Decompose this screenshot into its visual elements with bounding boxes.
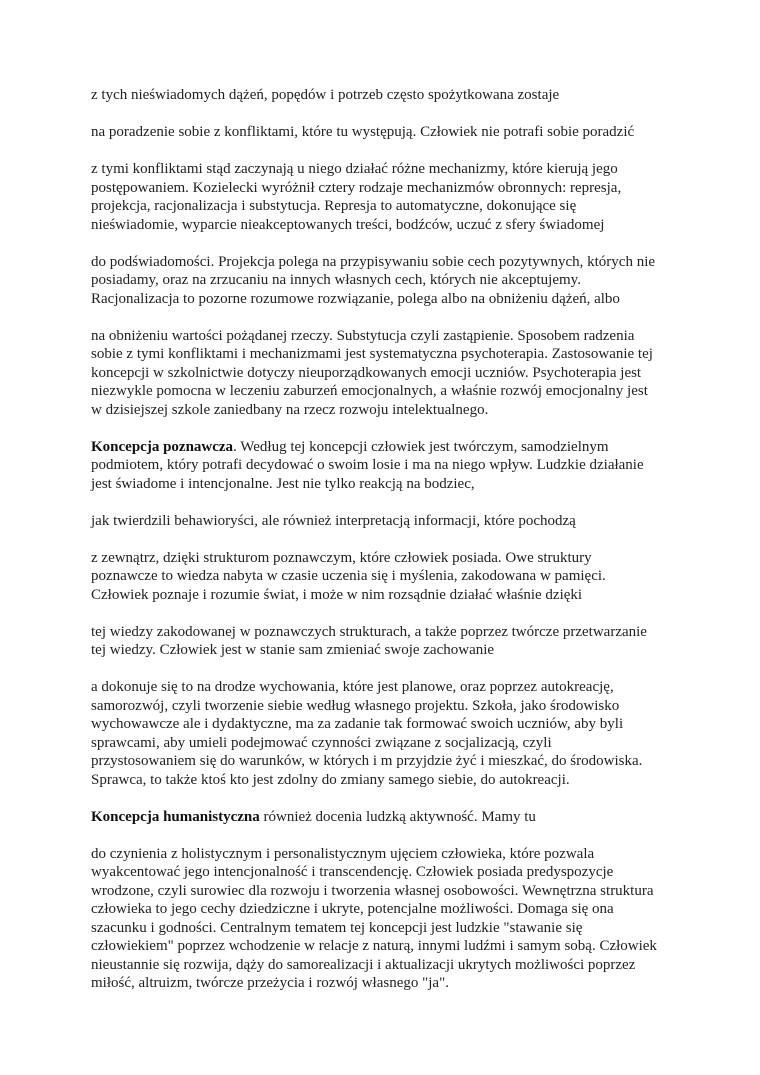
paragraph-text: z tych nieświadomych dążeń, popędów i potrzeb często spożytkowana zostaje — [91, 87, 560, 103]
paragraph-text: do podświadomości. Projekcja polega na przypisywaniu sobie cech pozytywnych, których nie posiadamy, oraz na zrzucaniu na innych własnych cech, których nie akceptujemy. Racjonalizacja to pozorne rozumowe rozwiązanie, polega albo na obniżeniu dążeń, albo — [91, 253, 656, 307]
paragraph-cognitive-concept — [91, 438, 691, 494]
paragraph-text: na poradzenie sobie z konfliktami, które tu występują. Człowiek nie potrafi sobie poradzić — [91, 124, 635, 140]
paragraph-text: na obniżeniu wartości pożądanej rzeczy. Substytucja czyli zastąpienie. Sposobem radzenia sobie z tymi konfliktami i mechanizmami jest systematyczna psychoterapia. Zastosowanie tej koncepcji w szkolnictwie dotyczy nieuporządkowanych emocji uczniów. Psychoterapia jest niezwykle pomocna w leczeniu zaburzeń emocjonalnych, a właśnie rozwój emocjonalny jest w dzisiejszej szkole zaniedbany na rzecz rozwoju intelektualnego. — [91, 327, 653, 418]
paragraph-8 — [91, 549, 691, 605]
paragraph-humanistic-concept — [91, 808, 691, 827]
section-heading-cognitive: Koncepcja poznawcza — [91, 438, 234, 455]
paragraph-10 — [91, 678, 691, 789]
paragraph-9 — [91, 623, 691, 660]
paragraph-2 — [91, 123, 691, 142]
paragraph-5 — [91, 327, 691, 420]
paragraph-text: z zewnątrz, dzięki strukturom poznawczym, które człowiek posiada. Owe struktury poznawcze to wiedza nabyta w czasie uczenia się i myślenia, zakodowana w pamięci. Człowiek poznaje i rozumie świat, i może w nim rozsądnie działać właśnie dzięki — [91, 549, 606, 603]
paragraph-text: jak twierdzili behawioryści, ale również interpretacją informacji, które pochodzą — [91, 512, 576, 529]
paragraph-12 — [91, 845, 691, 993]
paragraph-7 — [91, 512, 691, 531]
document-page — [91, 86, 691, 1011]
paragraph-text: . Według tej koncepcji człowiek jest twórczym, samodzielnym podmiotem, który potrafi decydować o swoim losie i ma na niego wpływ. Ludzkie działanie jest świadome i intencjonalne. Jest nie tylko reakcją na bodziec, — [91, 438, 644, 492]
paragraph-text: z tymi konfliktami stąd zaczynają u niego działać różne mechanizmy, które kierują jego postępowaniem. Kozielecki wyróżnił cztery rodzaje mechanizmów obronnych: represja, projekcja, racjonalizacja i substytucja. Represja to automatyczne, dokonujące się nieświadomie, wyparcie nieakceptowanych treści, bodźców, uczuć z sfery świadomej — [91, 161, 622, 233]
paragraph-text: a dokonuje się to na drodze wychowania, które jest planowe, oraz poprzez autokreację, samorozwój, czyli tworzenie siebie według własnego projektu. Szkoła, jako środowisko wychowawcze ale i dydaktyczne, ma za zadanie tak formować swoich uczniów, aby byli sprawcami, aby umieli podejmować czynności związane z socjalizacją, czyli przystosowaniem się do warunków, w których i m przyjdzie żyć i mieszkać, do środowiska. Sprawca, to także ktoś kto jest zdolny do zmiany samego siebie, do autokreacji. — [91, 679, 643, 788]
paragraph-4 — [91, 253, 691, 309]
section-heading-humanistic: Koncepcja humanistyczna — [91, 808, 260, 825]
paragraph-3 — [91, 160, 691, 234]
paragraph-text: do czynienia z holistycznym i personalistycznym ujęciem człowieka, które pozwala wyakcentować jego intencjonalność i transcendencję. Człowiek posiada predyspozycje wrodzone, czyli surowiec dla rozwoju i tworzenia własnej osobowości. Wewnętrzna struktura człowieka to jego cechy dziedziczne i ukryte, potencjalne możliwości. Domaga się ona szacunku i godności. Centralnym tematem tej koncepcji jest ludzkie "stawanie się człowiekiem" poprzez wchodzenie w relacje z naturą, innymi ludźmi i samym sobą. Człowiek nieustannie się rozwija, dąży do samorealizacji i aktualizacji ukrytych możliwości poprzez miłość, altruizm, twórcze przeżycia i rozwój własnego "ja". — [91, 845, 657, 991]
paragraph-text: również docenia ludzką aktywność. Mamy tu — [259, 808, 536, 825]
paragraph-1 — [91, 86, 691, 105]
paragraph-text: tej wiedzy zakodowanej w poznawczych strukturach, a także poprzez twórcze przetwarzanie tej wiedzy. Człowiek jest w stanie sam zmieniać swoje zachowanie — [91, 623, 647, 658]
